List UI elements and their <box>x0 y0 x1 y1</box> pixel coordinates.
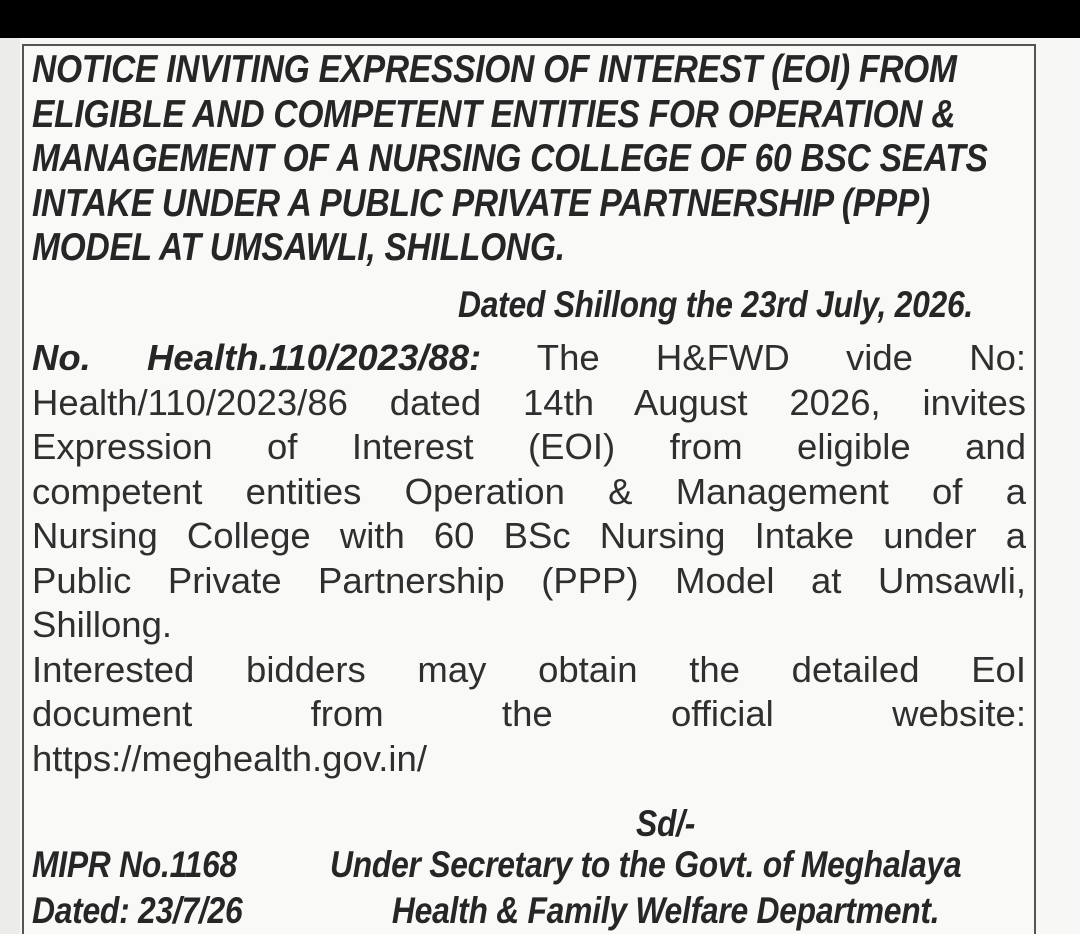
signature-mark: Sd/- <box>636 803 696 844</box>
title-line-5: MODEL AT UMSAWLI, SHILLONG. <box>32 226 565 269</box>
body-line-6: Public Private Partnership (PPP) Model at Umsawli, <box>32 559 1026 601</box>
signatory-title: Under Secretary to the Govt. of Meghalaya <box>330 844 962 885</box>
title-line-1: NOTICE INVITING EXPRESSION OF INTEREST (EOI) FROM <box>32 48 957 91</box>
website-link[interactable]: https://meghealth.gov.in/ <box>32 737 427 779</box>
notice-date: Dated Shillong the 23rd July, 2026. <box>458 284 973 325</box>
body-line-3: Expression of Interest (EOI) from eligible and <box>32 426 1026 467</box>
notice-frame <box>22 44 1036 934</box>
notice-title <box>32 48 1032 271</box>
body-line-1 <box>32 336 1026 381</box>
mipr-dated: Dated: 23/7/26 <box>32 890 243 931</box>
mipr-block <box>32 842 277 934</box>
body-line-4: competent entities Operation & Management of a <box>32 470 1026 512</box>
title-line-4: INTAKE UNDER A PUBLIC PRIVATE PARTNERSHIP (PPP) <box>32 181 930 225</box>
body-line-5: Nursing College with 60 BSc Nursing Intake under a <box>32 515 1026 556</box>
left-margin-strip <box>0 38 20 934</box>
reference-number: No. Health.110/2023/88: <box>32 337 482 378</box>
body-line-2: Health/110/2023/86 dated 14th August 2026, invites <box>32 381 1026 423</box>
top-black-bar <box>0 0 1080 38</box>
notice-body <box>32 336 1026 781</box>
title-line-3: MANAGEMENT OF A NURSING COLLEGE OF 60 BSC SEATS <box>32 137 988 180</box>
body-line-7: Shillong. <box>32 604 173 645</box>
para2-line-2: document from the official website: <box>32 693 1026 734</box>
signatory-block <box>330 842 1064 934</box>
body-line-1-text: The H&FWD vide No: <box>536 337 1027 378</box>
mipr-number: MIPR No.1168 <box>32 844 237 885</box>
title-line-2: ELIGIBLE AND COMPETENT ENTITIES FOR OPERATION & <box>32 92 956 136</box>
para2-line-1: Interested bidders may obtain the detailed EoI <box>32 648 1026 690</box>
signatory-department: Health & Family Welfare Department. <box>391 890 940 931</box>
